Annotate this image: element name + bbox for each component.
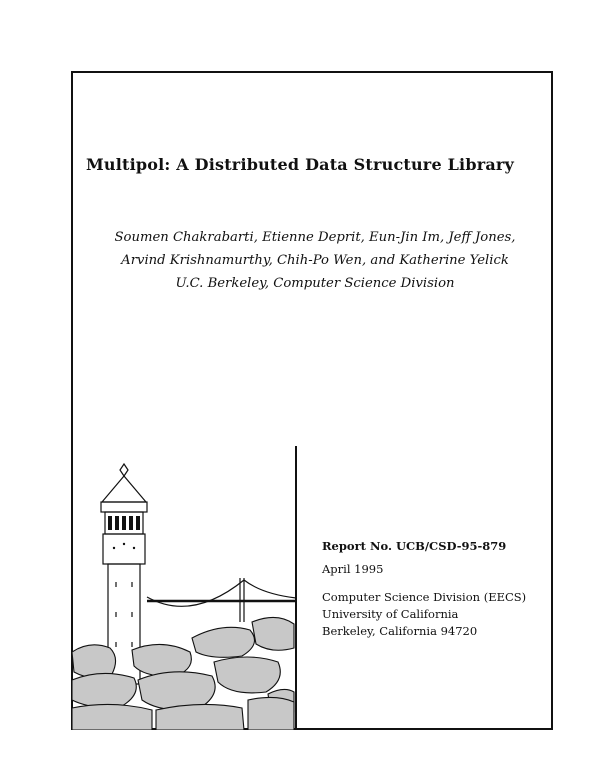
author-line: Arvind Krishnamurthy, Chih-Po Wen, and Katherine Yelick	[121, 253, 509, 268]
rock	[156, 704, 244, 730]
roof	[102, 476, 146, 502]
spire	[120, 464, 128, 476]
bridge-cable	[147, 580, 296, 606]
address-line: Computer Science Division (EECS)	[322, 590, 527, 604]
report-number: Report No. UCB/CSD-95-879	[322, 539, 507, 553]
rock	[252, 617, 294, 650]
affiliation-line: U.C. Berkeley, Computer Science Division	[175, 276, 455, 291]
rock	[72, 704, 152, 730]
paper-title: Multipol: A Distributed Data Structure Library	[85, 155, 515, 174]
rock	[248, 697, 294, 730]
author-block	[0, 226, 600, 295]
report-date: April 1995	[322, 562, 384, 576]
rock	[72, 645, 116, 678]
author-line: Soumen Chakrabarti, Etienne Deprit, Eun-Jin Im, Jeff Jones,	[114, 230, 516, 245]
report-info	[322, 538, 526, 640]
rock	[214, 657, 280, 693]
address-line: Berkeley, California 94720	[322, 624, 478, 638]
address-line: University of California	[322, 607, 459, 621]
clock-band	[103, 534, 145, 564]
campanile-illustration	[72, 462, 296, 730]
rock	[192, 627, 255, 657]
tower-cap	[101, 502, 147, 512]
rock	[72, 673, 136, 707]
